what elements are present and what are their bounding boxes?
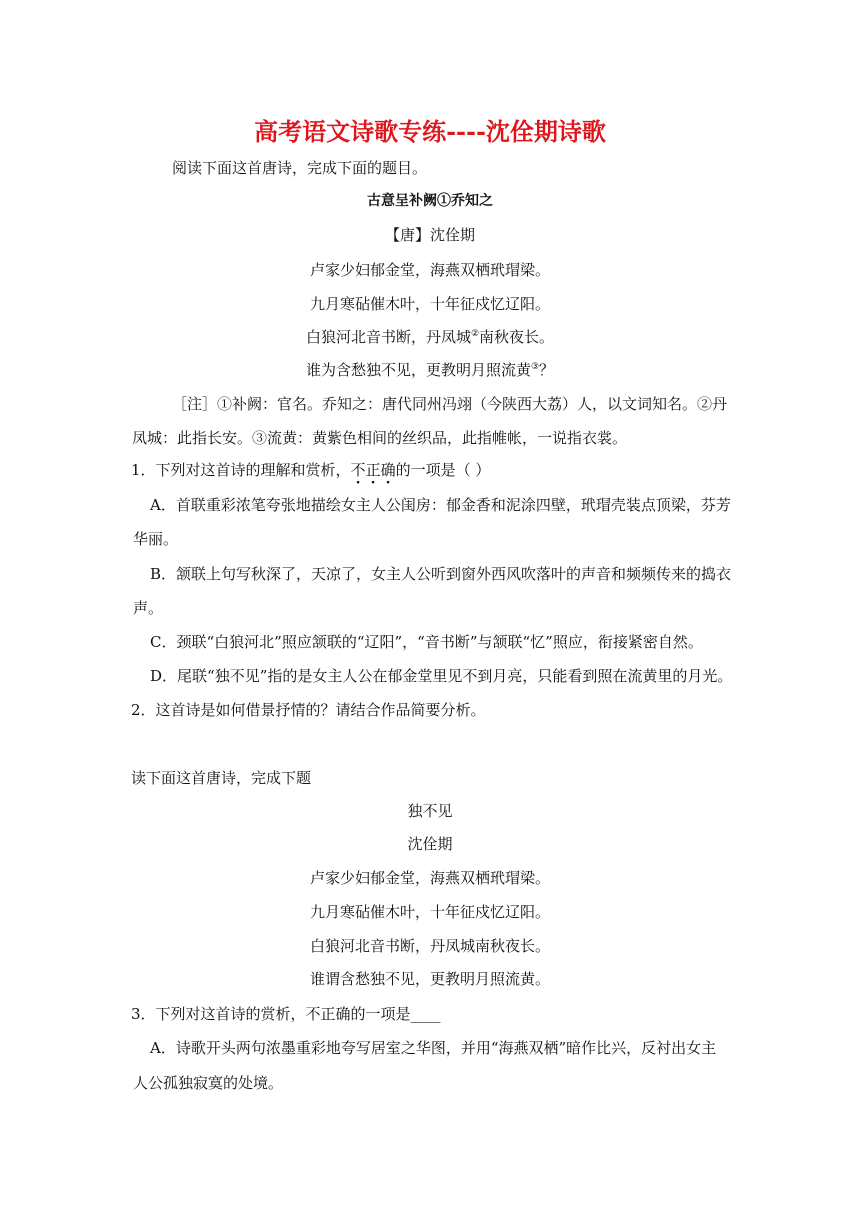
question-1: 1．下列对这首诗的理解和赏析，不正确的一项是（ ）: [131, 461, 491, 479]
poem1-line-4: 谁为含愁独不见，更教明月照流黄③？: [305, 361, 555, 379]
poem1-line-3: 白狼河北音书断，丹凤城②南秋夜长。: [305, 328, 555, 346]
q1-option-d: D．尾联“独不见”指的是女主人公在郁金堂里见不到月亮，只能看到照在流黄里的月光。: [150, 667, 733, 685]
document-title: 高考语文诗歌专练----沈佺期诗歌: [254, 117, 606, 146]
poem1-note-line-2: 凤城：此指长安。③流黄：黄紫色相间的丝织品，此指帷帐，一说指衣裳。: [132, 429, 628, 447]
poem1-note-line-1: ［注］①补阙：官名。乔知之：唐代同州冯翊（今陕西大荔）人，以文词知名。②丹: [172, 395, 728, 413]
poem1-author: 【唐】沈佺期: [384, 226, 475, 244]
section2-intro: 读下面这首唐诗，完成下题: [131, 769, 312, 787]
section1-intro: 阅读下面这首唐诗，完成下面的题目。: [172, 159, 428, 177]
poem2-line-2: 九月寒砧催木叶，十年征戍忆辽阳。: [309, 903, 550, 921]
q1-option-a-line-1: A．首联重彩浓笔夸张地描绘女主人公闺房：郁金香和泥涂四壁，玳瑁壳装点顶梁，芬芳: [150, 496, 731, 514]
emphasis-char: 确: [380, 461, 396, 479]
emphasis-char: 不: [350, 461, 366, 479]
q1-option-a-line-2: 华丽。: [133, 530, 179, 548]
q1-option-b-line-1: B．颔联上句写秋深了，天凉了，女主人公听到窗外西风吹落叶的声音和频频传来的捣衣: [150, 565, 732, 583]
poem2-author: 沈佺期: [407, 835, 453, 853]
poem2-line-3: 白狼河北音书断，丹凤城南秋夜长。: [309, 937, 550, 955]
emphasis-not-correct: [351, 461, 396, 479]
poem2-line-4: 谁谓含愁独不见，更教明月照流黄。: [309, 970, 550, 988]
question-3: 3．下列对这首诗的赏析，不正确的一项是____: [131, 1005, 441, 1023]
q1-option-c: C．颈联“白狼河北”照应颔联的“辽阳”，“音书断”与颔联“忆”照应，衔接紧密自然。: [150, 633, 703, 651]
q3-option-a-line-1: A．诗歌开头两句浓墨重彩地夸写居室之华图，并用“海燕双栖”暗作比兴，反衬出女主: [150, 1039, 717, 1057]
question-2: 2．这首诗是如何借景抒情的？请结合作品简要分析。: [131, 701, 486, 719]
poem1-line-2: 九月寒砧催木叶，十年征戍忆辽阳。: [309, 295, 550, 313]
emphasis-char: 正: [365, 461, 381, 479]
poem1-title: 古意呈补阙①乔知之: [367, 193, 493, 209]
poem2-line-1: 卢家少妇郁金堂，海燕双栖玳瑁梁。: [309, 869, 550, 887]
q1-option-b-line-2: 声。: [133, 599, 164, 617]
poem1-line-1: 卢家少妇郁金堂，海燕双栖玳瑁梁。: [309, 261, 550, 279]
q3-option-a-line-2: 人公孤独寂寞的处境。: [133, 1074, 284, 1092]
poem2-title: 独不见: [407, 802, 453, 820]
